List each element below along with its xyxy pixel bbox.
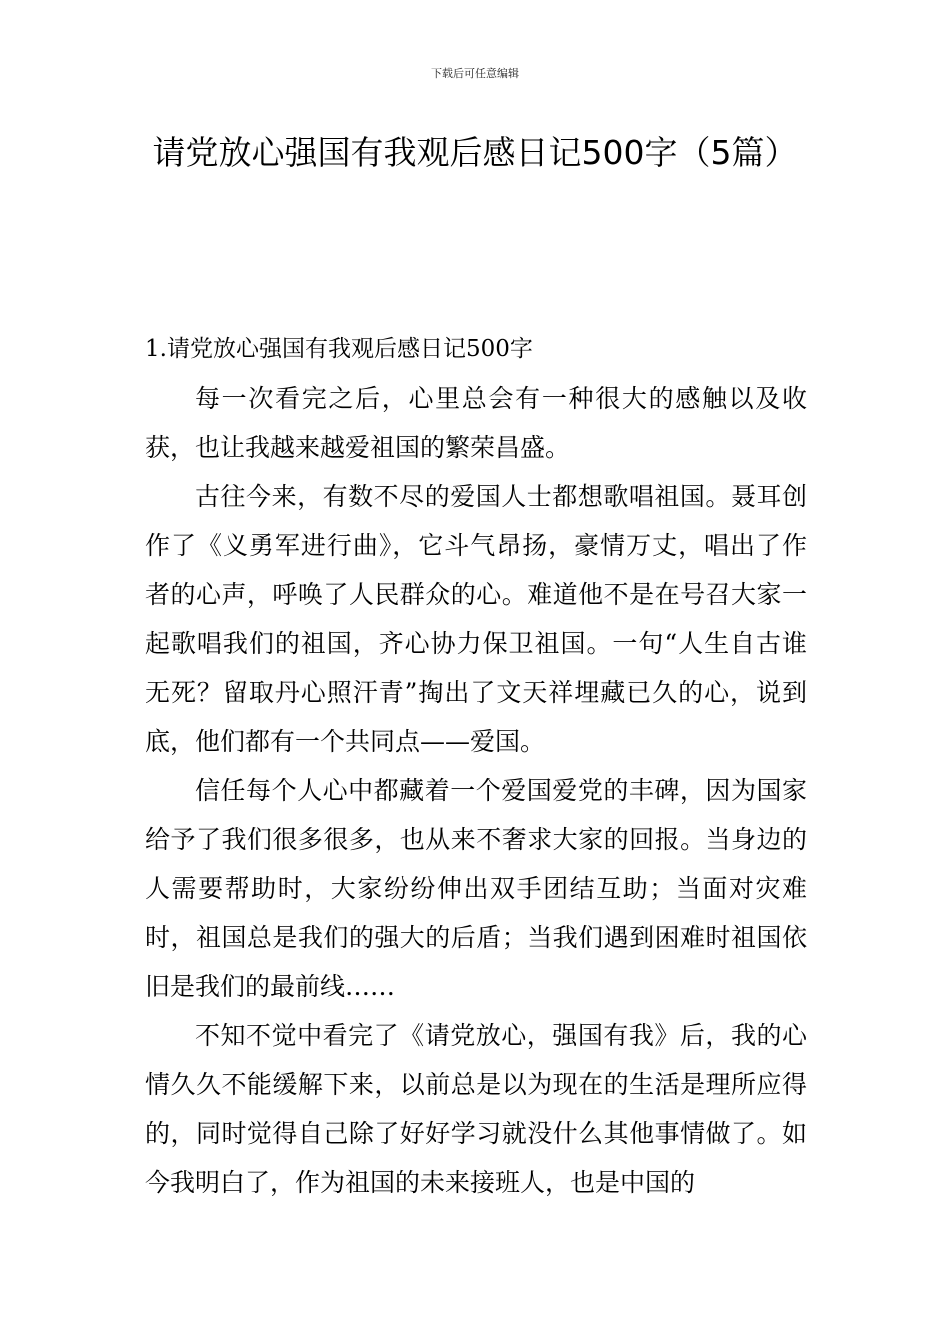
document-title: 请党放心强国有我观后感日记500字（5篇） — [152, 133, 798, 172]
body-paragraph-3: 信任每个人心中都藏着一个爱国爱党的丰碑，因为国家给予了我们很多很多，也从来不奢求大家的回报。当身边的人需要帮助时，大家纷纷伸出双手团结互助；当面对灾难时，祖国总是我们的强大的后盾；当我们遇到困难时祖国依旧是我们的最前线…… — [145, 776, 807, 1001]
body-paragraph-4: 不知不觉中看完了《请党放心，强国有我》后，我的心情久久不能缓解下来，以前总是以为现在的生活是理所应得的，同时觉得自己除了好好学习就没什么其他事情做了。如今我明白了，作为祖国的未来接班人，也是中国的 — [145, 1021, 807, 1197]
section-heading: 1.请党放心强国有我观后感日记500字 — [145, 336, 533, 362]
body-paragraph-1: 每一次看完之后，心里总会有一种很大的感触以及收获，也让我越来越爱祖国的繁荣昌盛。 — [145, 384, 807, 462]
body-paragraph-2: 古往今来，有数不尽的爱国人士都想歌唱祖国。聂耳创作了《义勇军进行曲》，它斗气昂扬，豪情万丈，唱出了作者的心声，呼唤了人民群众的心。难道他不是在号召大家一起歌唱我们的祖国，齐心协力保卫祖国。一句“人生自古谁无死？留取丹心照汗青”掏出了文天祥埋藏已久的心，说到底，他们都有一个共同点——爱国。 — [145, 482, 807, 756]
header-note: 下载后可任意编辑 — [431, 67, 519, 80]
document-body — [145, 325, 807, 1207]
